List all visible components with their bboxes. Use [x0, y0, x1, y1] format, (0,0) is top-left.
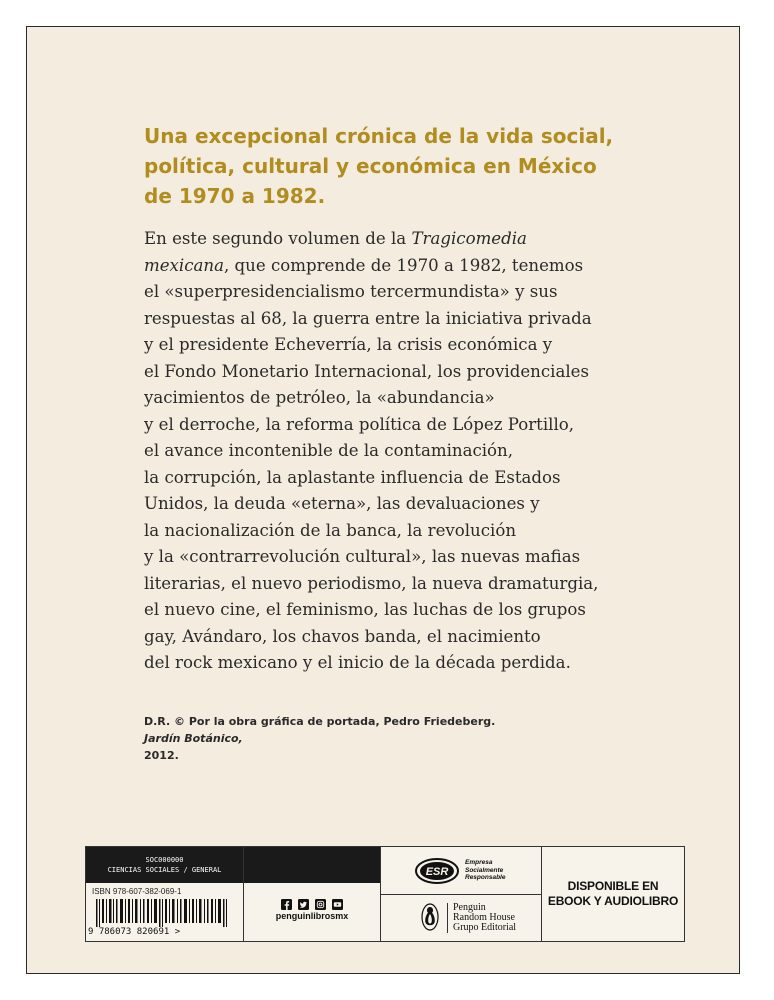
synopsis-line: el nuevo cine, el feminismo, las luchas de los grupos: [144, 600, 586, 619]
penguin-icon: [421, 903, 439, 931]
category-code: SOC000000: [145, 856, 184, 864]
category-name: CIENCIAS SOCIALES / GENERAL: [107, 866, 222, 874]
barcode: [94, 899, 234, 927]
synopsis-line: y el derroche, la reforma política de López Portillo,: [144, 414, 575, 434]
synopsis-line: yacimientos de petróleo, la «abundancia»: [144, 388, 495, 407]
artwork-year: 2012.: [144, 749, 179, 762]
twitter-icon[interactable]: [298, 899, 309, 910]
artwork-title: Jardín Botánico,: [144, 732, 243, 745]
publisher-logo: [381, 895, 541, 941]
synopsis-line: y el presidente Echeverría, la crisis económica y: [144, 335, 553, 354]
headline: [144, 121, 704, 211]
availability-block: [542, 847, 684, 941]
availability-line: DISPONIBLE EN: [567, 879, 659, 893]
social-band: [244, 847, 380, 883]
availability-note: [548, 879, 678, 909]
esr-badge-text: ESR: [425, 866, 449, 878]
headline-line-3: de 1970 a 1982.: [144, 184, 326, 208]
synopsis-line-2: [144, 253, 704, 280]
synopsis-line: gay, Avándaro, los chavos banda, el nacimiento: [144, 626, 541, 646]
esr-seal: [381, 847, 541, 895]
publisher-block: [381, 847, 542, 941]
category-band: [86, 847, 243, 883]
publisher-name: [447, 903, 516, 933]
barcode-digits: 9 786073 820691 >: [88, 927, 181, 937]
social-handle[interactable]: penguinlibrosmx: [275, 911, 349, 921]
youtube-icon[interactable]: [332, 899, 343, 910]
synopsis-line: la corrupción, la aplastante influencia de Estados: [144, 467, 561, 487]
synopsis-line: del rock mexicano y el inicio de la década perdida.: [144, 653, 571, 672]
publisher-line: Penguin: [453, 902, 486, 913]
instagram-icon[interactable]: [315, 899, 326, 910]
esr-line: Empresa: [465, 859, 493, 866]
esr-logo: [414, 857, 460, 885]
headline-line-1: Una excepcional crónica de la vida social,: [144, 124, 614, 148]
synopsis-line-1: [144, 226, 704, 253]
publisher-line: Grupo Editorial: [453, 922, 517, 933]
synopsis-line: y la «contrarrevolución cultural», las nuevas mafias: [144, 547, 581, 566]
synopsis-line: la nacionalización de la banca, la revolución: [144, 520, 517, 540]
cover-art-credit: [144, 713, 704, 764]
credit-line-2: [144, 730, 704, 764]
book-title-part-2: mexicana: [144, 255, 224, 275]
publisher-line: Random House: [453, 912, 515, 923]
headline-line-2: política, cultural y económica en México: [144, 154, 597, 178]
isbn-label: ISBN 978-607-382-069-1: [92, 887, 182, 896]
synopsis-line-1-text: En este segundo volumen de la: [144, 229, 412, 248]
esr-line: Responsable: [465, 874, 506, 881]
facebook-icon[interactable]: [281, 899, 292, 910]
esr-line: Socialmente: [465, 866, 504, 874]
synopsis-line: Unidos, la deuda «eterna», las devaluaciones y: [144, 494, 540, 513]
credit-line-1: D.R. © Por la obra gráfica de portada, Pedro Friedeberg.: [144, 715, 496, 728]
book-title-part-1: Tragicomedia: [411, 229, 527, 248]
esr-label: [465, 859, 505, 882]
synopsis-line: el Fondo Monetario Internacional, los providenciales: [144, 361, 589, 381]
availability-line: EBOOK Y AUDIOLIBRO: [547, 894, 679, 908]
synopsis-line-2-text: , que comprende de 1970 a 1982, tenemos: [224, 255, 584, 275]
back-cover: [26, 26, 740, 974]
synopsis-line: el «superpresidencialismo tercermundista» y sus: [144, 282, 558, 301]
synopsis-line: literarias, el nuevo periodismo, la nueva dramaturgia,: [144, 573, 599, 593]
synopsis-line: respuestas al 68, la guerra entre la iniciativa privada: [144, 308, 592, 328]
social-block: [244, 847, 381, 941]
isbn-block: [86, 847, 244, 941]
back-cover-footer: [85, 846, 685, 942]
synopsis-line: el avance incontenible de la contaminación,: [144, 441, 514, 460]
synopsis: [144, 226, 704, 677]
